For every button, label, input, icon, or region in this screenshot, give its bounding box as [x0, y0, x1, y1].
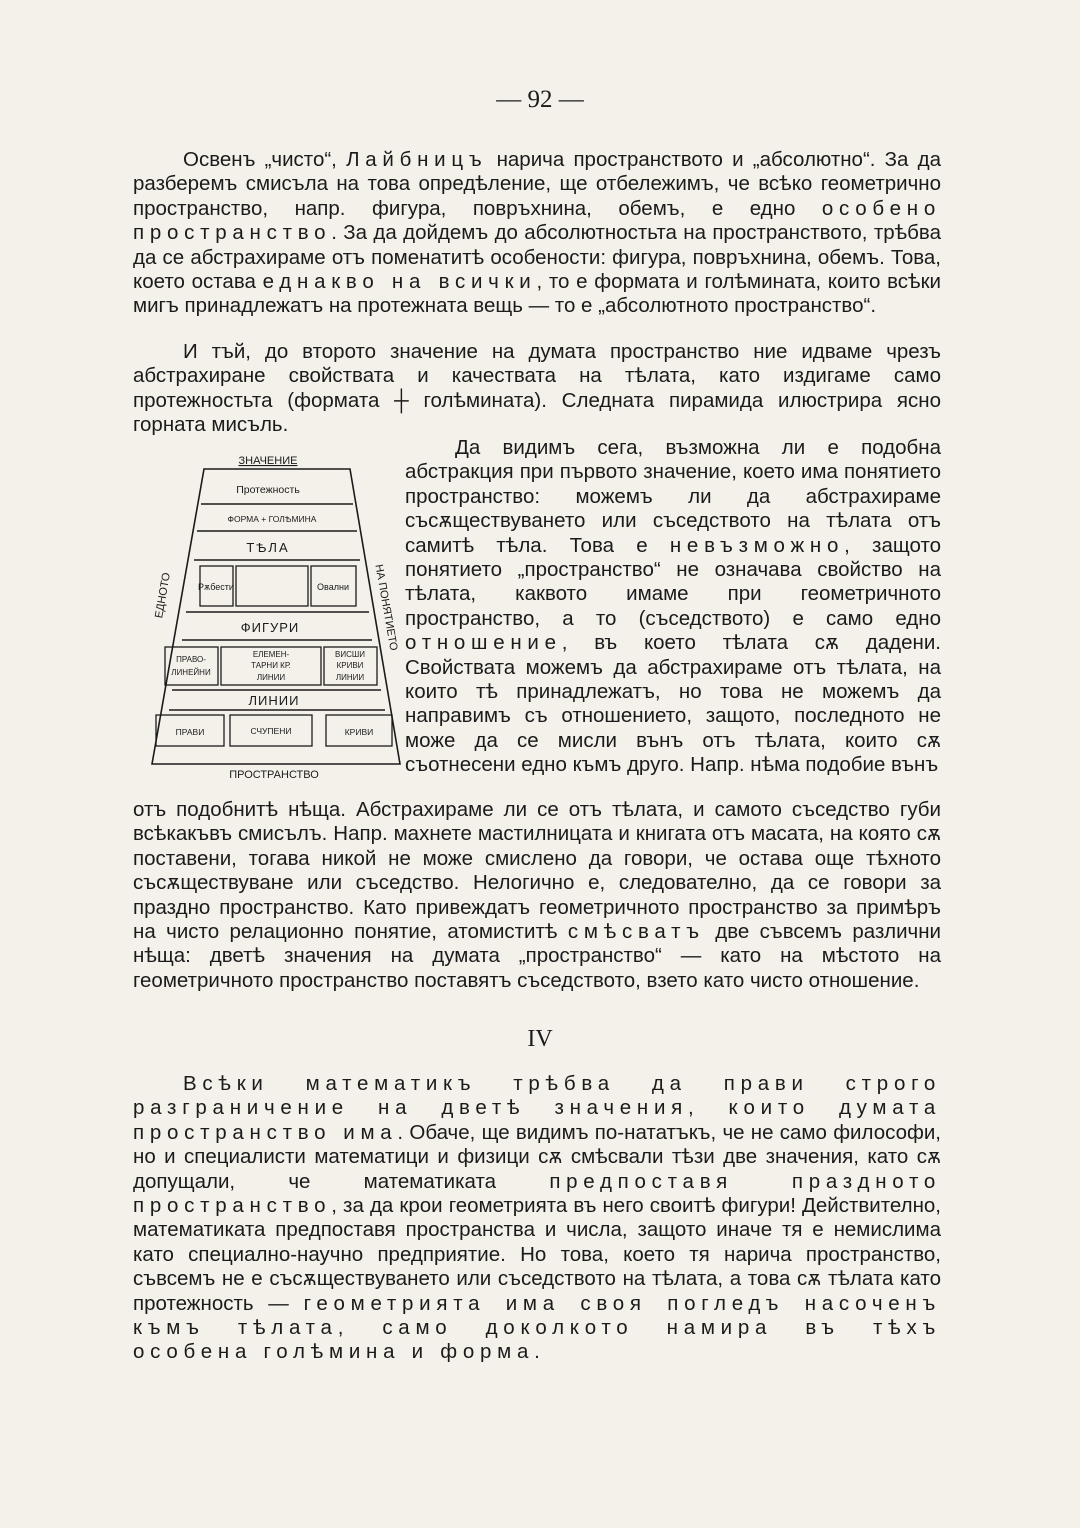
paragraph-4-run: две съвсемъ различни нѣща: дветѣ значения на думата „пространство“ — като на мѣстото на геометричното пространство поставятъ съседството, взето като чисто отношение. [133, 920, 941, 992]
pyramid-level-2: ФОРМА + ГОЛѢМИНА [227, 514, 317, 524]
paragraph-4 [133, 798, 941, 993]
pyramid-left-label: ЕДНОТО [153, 571, 173, 620]
pyramid-top-label: ЗНАЧЕНИЕ [238, 455, 298, 467]
paragraph-3-run: отношение [405, 631, 562, 655]
pyramid-level-6-mid-3: ЛИНИИ [256, 673, 286, 682]
paragraph-5 [133, 1072, 941, 1365]
paragraph-5-run: предпоставя праздното пространство [133, 1169, 941, 1218]
paragraph-4-run: отъ подобнитѣ нѣща. Абстрахираме ли се отъ тѣлата, и самото съседство губи всѣкакъвъ смисълъ. Напр. махнете мастилницата и книгата отъ масата, на която сѫ поставени, тогава никой не може смислено да говори, че остава още тѣхното съсѫществуване или съседство. Нелогично е, следователно, да се говори за праздно пространство. Като привеждатъ геометричното пространство за примѣръ на чисто релационно понятие, атомиститѣ [133, 798, 941, 944]
pyramid-level-5: ФИГУРИ [240, 620, 300, 635]
pyramid-level-1: Протежность [236, 484, 300, 496]
pyramid-level-6-mid-2: ТАРНИ КР. [251, 661, 291, 670]
pyramid-level-8-left: ПРАВИ [175, 727, 205, 737]
paragraph-1-run: особено пространство [133, 196, 941, 245]
paragraph-3-run: , защото понятието „пространство“ не означава свойство на тѣлата, каквото имаме при геометричното пространство, а то (съседството) е само едно [405, 533, 941, 630]
paragraph-1-run: Лайбницъ [346, 148, 488, 171]
pyramid-level-8-right: КРИВИ [344, 727, 374, 737]
pyramid-level-6-left-2: ЛИНЕЙНИ [171, 668, 211, 677]
pyramid-level-3: ТѢЛА [246, 540, 290, 555]
paragraph-5-run: Всѣки математикъ трѣбва да прави строго разграничение на дветѣ значения, които думата пространство има [133, 1072, 941, 1144]
paragraph-5-run: . Обаче, ще видимъ по-нататъкъ, че не само философи, но и специалисти математици и физици сѫ смѣсвали тѣзи две значения, като сѫ допущали, че математиката [133, 1120, 941, 1193]
paragraph-3-run: невъзможно [669, 533, 845, 557]
pyramid-level-6-right-2: КРИВИ [336, 661, 364, 670]
pyramid-right-label: НА ПОНЯТИЕТО [372, 563, 400, 652]
paragraph-3-run: Да видимъ сега, възможна ли е подобна абстракция при първото значение, което има понятието пространство: можемъ ли да абстрахираме съсѫществуването или съседството на тѣлата отъ самитѣ тѣла. Това е [405, 436, 941, 557]
paragraph-5-run: . [534, 1340, 540, 1364]
pyramid-level-7: ЛИНИИ [248, 693, 300, 708]
paragraph-1-run: нарича пространството и „абсолютно“. За да разберемъ смисъла на това опредѣление, ще отбележимъ, че всѣко геометрично пространство, напр. фигура, повръхнина, обемъ, е едно [133, 148, 942, 220]
paragraph-2: И тъй, до второто значение на думата пространство ние идваме чрезъ абстрахиране свойствата и качествата на тѣлата, като издигаме само протежностьта (формата ┼ голѣмината). Следната пирамида илюстрира ясно горната мисъль. [133, 340, 941, 437]
paragraph-3-run: , въ което тѣлата сѫ дадени. Свойствата можемъ да абстрахираме отъ тѣлата, на които тѣ принадлежатъ, но това не можемъ да направимъ съ отношението, защото, последното не може да се мисли вънъ отъ тѣлата, които сѫ съотнесени едно къмъ друго. Напр. нѣма подобие вънъ [405, 631, 941, 777]
paragraph-1-run: . За да дойдемъ до абсолютностьта на пространството, трѣбва да се абстрахираме отъ поменатитѣ особености: фигура, повръхнина, обемъ. Това, което остава [133, 221, 941, 294]
pyramid-svg [142, 448, 412, 784]
section-heading: IV [527, 1026, 553, 1052]
paragraph-5-run: , за да крои геометрията въ него своитѣ фигури! Действително, математиката предпоставя пространства и числа, защото иначе тя е немислима като специално-научно предприятие. Но това, което тя нарича пространство, съвсемъ не е съсѫществуването или съседството на тѣлата, а това сѫ тѣлата като протежность — [133, 1194, 941, 1315]
paragraph-1-run: Освенъ „чисто“, [183, 148, 347, 171]
pyramid-diagram [142, 448, 412, 784]
pyramid-level-8-mid: СЧУПЕНИ [250, 726, 292, 736]
pyramid-level-6-mid-1: ЕЛЕМЕН- [252, 650, 290, 659]
pyramid-level-6-right-3: ЛИНИИ [335, 673, 365, 682]
box-pravolineini [165, 647, 218, 685]
paragraph-3 [405, 436, 941, 778]
paragraph-4-run: смѣсватъ [567, 920, 705, 944]
pyramid-level-6-right-1: ВИСШИ [335, 650, 365, 659]
page-number: — 92 — [496, 86, 584, 113]
paragraph-1-run: еднакво на всички [262, 270, 537, 294]
paragraph-1-run: , то е формата и голѣмината, които всѣки мигъ принадлежатъ на протежната вещь — то е „абсолютното пространство“. [133, 270, 942, 318]
pyramid-bottom-label: ПРОСТРАНСТВО [229, 769, 319, 781]
paragraph-1 [133, 148, 941, 319]
box-middle-empty [236, 566, 308, 606]
pyramid-level-6-left-1: ПРАВО- [176, 655, 206, 664]
paragraph-5-run: геометрията има своя погледъ насоченъ къмъ тѣлата, само доколкото намира въ тѣхъ особена голѣмина и форма [133, 1291, 942, 1364]
pyramid-level-4-left: Рѫбести [198, 582, 234, 592]
pyramid-level-4-right: Овални [317, 582, 349, 592]
